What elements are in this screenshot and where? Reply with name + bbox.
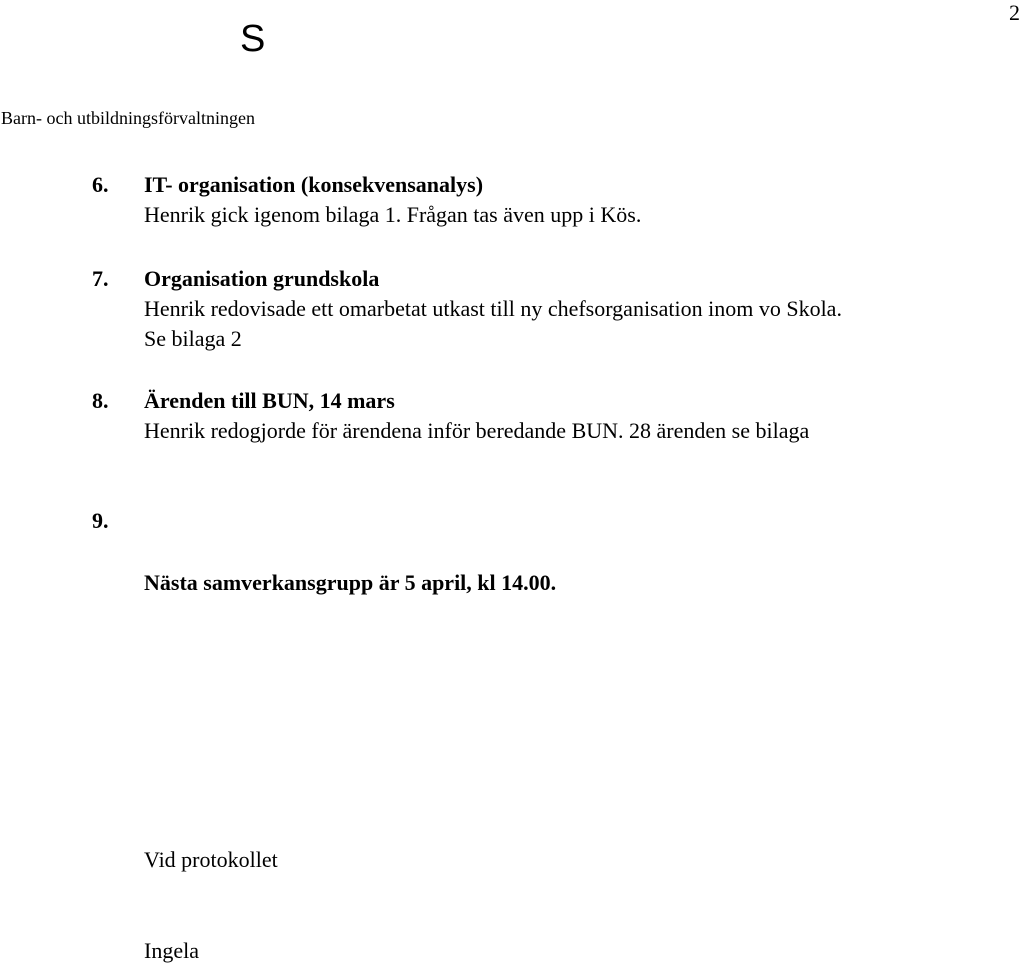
item-7-text-line-1: Henrik redovisade ett omarbetat utkast till ny chefsorganisation inom vo Skola. — [144, 296, 842, 321]
item-8-text: Henrik redogjorde för ärendena inför beredande BUN. 28 ärenden se bilaga — [144, 418, 810, 443]
page-number: 2 — [1009, 0, 1020, 25]
item-7-text-line-2: Se bilaga 2 — [144, 326, 242, 351]
item-6-title: IT- organisation (konsekvensanalys) — [144, 172, 484, 197]
item-6-text: Henrik gick igenom bilaga 1. Frågan tas även upp i Kös. — [144, 202, 642, 227]
item-8-number: 8. — [92, 388, 109, 413]
item-7-title: Organisation grundskola — [144, 266, 380, 291]
department-name: Barn- och utbildningsförvaltningen — [1, 108, 255, 128]
item-7-number: 7. — [92, 266, 109, 291]
signer-name: Ingela — [144, 938, 199, 963]
signoff-text: Vid protokollet — [144, 847, 278, 872]
item-8-title: Ärenden till BUN, 14 mars — [144, 388, 395, 413]
item-6-number: 6. — [92, 172, 109, 197]
logo-mark: S — [240, 18, 266, 60]
next-meeting-note: Nästa samverkansgrupp är 5 april, kl 14.00. — [144, 570, 557, 595]
item-9-number: 9. — [92, 508, 109, 533]
